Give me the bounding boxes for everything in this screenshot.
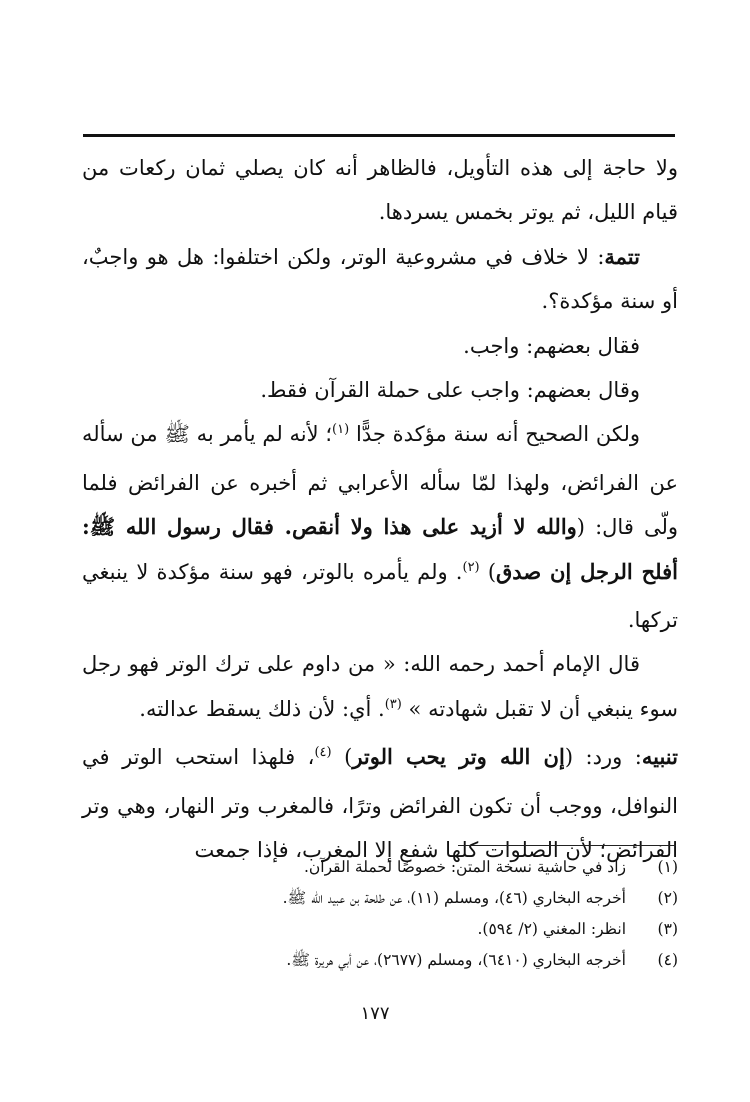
footnote-text: انظر: المغني (٢/ ٥٩٤). <box>477 920 626 938</box>
footnote-number: (٢) <box>657 889 678 907</box>
footnote-ref-2[interactable]: (٢) <box>462 559 480 575</box>
hadith-quote: إن الله وتر يحب الوتر <box>352 744 565 770</box>
section-label-tanbih: تنبيه <box>641 744 678 770</box>
paragraph-text: ) <box>487 559 497 584</box>
footnote-4 <box>82 945 678 976</box>
paragraph-text: . أي: لأن ذلك يسقط عدالته. <box>139 696 385 721</box>
paragraph-text: ، فلهذا استحب الوتر في النوافل، ووجب أن تكون الفرائض وترًا، فالمغرب وتر النهار، وهي وتر الفرائض؛ لأن الصلوات كلها شفع إلا المغرب، فإذا جمعت <box>82 745 678 863</box>
footnote-divider <box>458 845 676 846</box>
footnote-ref-3[interactable]: (٣) <box>384 696 402 712</box>
paragraph-text: قال الإمام أحمد رحمه الله: « من داوم على ترك الوتر فهو رجل سوء ينبغي أن لا تقبل شهادته » <box>82 652 678 721</box>
footnote-number: (٤) <box>657 951 678 969</box>
paragraph-6 <box>82 642 678 735</box>
paragraph-tatimma <box>82 235 678 324</box>
hadith-quote: والله لا أزيد على هذا ولا أنقص. فقال رسول الله ﷺ: أفلح الرجل إن صدق <box>82 514 678 584</box>
paragraph-4 <box>82 368 678 412</box>
paragraph-5 <box>82 412 678 642</box>
main-text <box>82 146 678 873</box>
paragraph-3 <box>82 324 678 368</box>
footnote-1 <box>82 852 678 883</box>
footnotes <box>82 852 678 976</box>
paragraph-text: : ورد: ( <box>564 745 642 770</box>
footnote-number: (٣) <box>657 920 678 938</box>
paragraph-text: فقال بعضهم: واجب. <box>463 333 640 358</box>
header-rule <box>83 134 675 137</box>
paragraph-text: وقال بعضهم: واجب على حملة القرآن فقط. <box>260 378 640 403</box>
paragraph-text: ؛ لأنه لم يأمر به ﷺ من سأله عن الفرائض، ولهذا لمّا سأله الأعرابي ثم أخبره عن الفرائض فلما ولّى قال: ( <box>82 422 678 540</box>
section-label-tatimma: تتمة <box>604 243 640 269</box>
paragraph-text: : لا خلاف في مشروعية الوتر، ولكن اختلفوا: هل هو واجبٌ، أو سنة مؤكدة؟. <box>82 244 678 314</box>
page-number: ١٧٧ <box>360 1003 390 1024</box>
footnote-text: زاد في حاشية نسخة المتن: خصوصًا لحملة القرآن. <box>303 858 626 876</box>
footnote-text: أخرجه البخاري (٦٤١٠)، ومسلم (٢٦٧٧)، عن أبي هريرة ﷺ. <box>286 951 626 969</box>
footnote-number: (١) <box>657 858 678 876</box>
footnote-ref-1[interactable]: (١) <box>332 422 350 438</box>
footnote-text: أخرجه البخاري (٤٦)، ومسلم (١١)، عن طلحة بن عبيد الله ﷺ. <box>282 889 626 907</box>
paragraph-text: . ولم يأمره بالوتر، فهو سنة مؤكدة لا ينبغي تركها. <box>82 559 678 633</box>
footnote-ref-4[interactable]: (٤) <box>314 745 332 761</box>
paragraph-1 <box>82 146 678 235</box>
paragraph-text: ولا حاجة إلى هذه التأويل، فالظاهر أنه كان يصلي ثمان ركعات من قيام الليل، ثم يوتر بخمس يسردها. <box>82 156 678 225</box>
footnote-3 <box>82 914 678 945</box>
footnote-2 <box>82 883 678 914</box>
paragraph-text: ولكن الصحيح أنه سنة مؤكدة جدًّا <box>355 422 640 447</box>
paragraph-text: ) <box>344 745 353 770</box>
